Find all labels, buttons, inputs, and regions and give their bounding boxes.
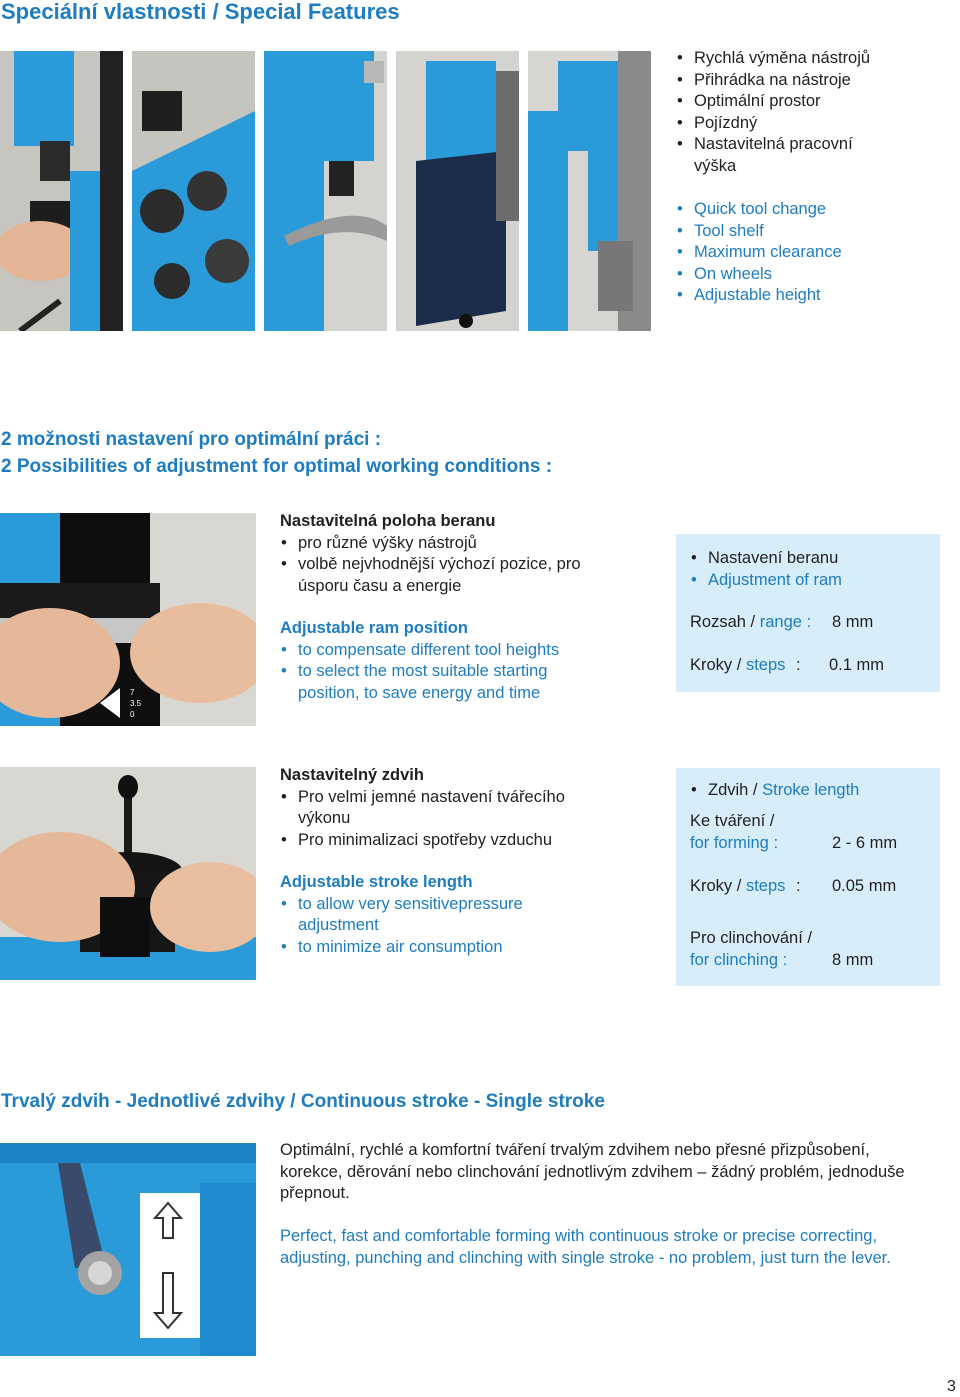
stroke-steps-value: 0.05 mm — [832, 877, 897, 895]
section-heading — [1, 426, 552, 480]
list-item: • Nastavitelná pracovní výška — [676, 134, 874, 177]
stroke-clinch-value: 8 mm — [832, 951, 874, 969]
list-item: • pro různé výšky nástrojů — [280, 533, 610, 555]
stroke-title-en: Adjustable stroke length — [280, 873, 473, 891]
list-item: • Quick tool change — [676, 199, 916, 221]
list-item: • Adjustable height — [676, 285, 916, 307]
list-item: • Maximum clearance — [676, 242, 916, 264]
list-item: • Přihrádka na nástroje — [676, 70, 916, 92]
ram-description — [280, 511, 640, 704]
photo-quick-tool-change — [0, 51, 123, 331]
stroke-spec-panel — [676, 768, 940, 986]
stroke-description — [280, 765, 640, 958]
ram-steps-value: 0.1 mm — [829, 656, 885, 674]
continuous-text-cz: Optimální, rychlé a komfortní tváření trvalým zdvihem nebo přesné přizpůsobení, korekce, děrování nebo clinchování jednotlivým zdvihem – žádný problém, jednoduše přepnout. — [280, 1141, 905, 1202]
dial-label: 7 — [130, 688, 135, 697]
stroke-forming-label: Ke tváření / for forming : — [690, 812, 779, 852]
page-number: 3 — [947, 1378, 956, 1395]
list-item: • Optimální prostor — [676, 91, 916, 113]
ram-item-en: • Adjustment of ram — [690, 570, 930, 592]
list-item: • On wheels — [676, 264, 916, 286]
ram-range-value: 8 mm — [832, 613, 874, 631]
ram-title-en: Adjustable ram position — [280, 619, 468, 637]
page-title: Speciální vlastnosti / Special Features — [1, 0, 400, 24]
photo-tool-shelf — [132, 51, 255, 331]
photo-adjustable-height — [396, 51, 519, 331]
list-item: • Pro minimalizaci spotřeby vzduchu — [280, 830, 600, 852]
ram-range-label: Rozsah / range : — [690, 613, 812, 631]
list-item: • to allow very sensitivepressure adjustment — [280, 894, 550, 937]
list-item: • Tool shelf — [676, 221, 916, 243]
photo-maximum-clearance — [264, 51, 387, 331]
continuous-text-en: Perfect, fast and comfortable forming with continuous stroke or precise correcting, adjusting, punching and clinching with single stroke - no problem, just turn the lever. — [280, 1227, 891, 1267]
photo-ram-adjustment — [0, 513, 256, 726]
photo-stroke-lever — [0, 1143, 256, 1356]
stroke-clinch-label: Pro clinchování / for clinching : — [690, 929, 812, 969]
list-item: • to compensate different tool heights — [280, 640, 580, 662]
ram-title-cz: Nastavitelná poloha beranu — [280, 512, 496, 530]
stroke-item: • Zdvih / Stroke length — [690, 780, 930, 802]
section-heading-en: 2 Possibilities of adjustment for optimal working conditions : — [1, 456, 553, 477]
ram-item-cz: • Nastavení beranu — [690, 548, 930, 570]
list-item: • Rychlá výměna nástrojů — [676, 48, 916, 70]
stroke-forming-value: 2 - 6 mm — [832, 834, 898, 852]
list-item: • Pojízdný — [676, 113, 916, 135]
photo-stroke-adjustment — [0, 767, 256, 980]
stroke-title-cz: Nastavitelný zdvih — [280, 766, 424, 784]
ram-spec-panel — [676, 534, 940, 692]
feature-list-en — [676, 199, 916, 307]
dial-label: 3.5 — [130, 699, 142, 708]
continuous-heading: Trvalý zdvih - Jednotlivé zdvihy / Continuous stroke - Single stroke — [1, 1091, 605, 1112]
list-item: • Pro velmi jemné nastavení tvářecího výkonu — [280, 787, 600, 830]
ram-steps-label: Kroky / steps : — [690, 656, 801, 674]
feature-list-cz — [676, 48, 916, 177]
photo-on-wheels — [528, 51, 651, 331]
section-heading-cz: 2 možnosti nastavení pro optimální práci : — [1, 429, 382, 450]
stroke-steps-label: Kroky / steps : — [690, 877, 801, 895]
list-item: • volbě nejvhodnější výchozí pozice, pro úsporu času a energie — [280, 554, 610, 597]
dial-label: 0 — [130, 710, 135, 719]
list-item: • to minimize air consumption — [280, 937, 550, 959]
list-item: • to select the most suitable starting position, to save energy and time — [280, 661, 580, 704]
